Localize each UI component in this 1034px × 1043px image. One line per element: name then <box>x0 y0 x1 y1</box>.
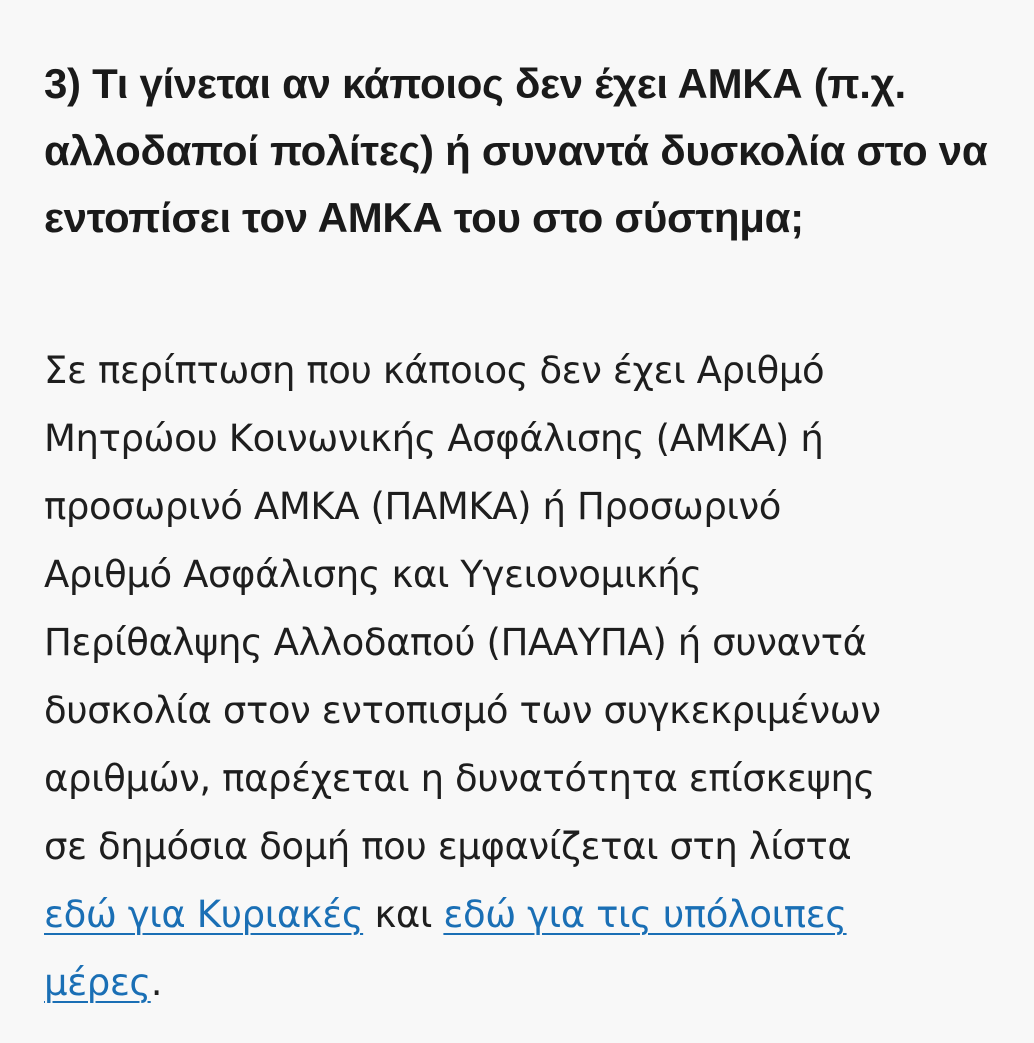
faq-answer-paragraph <box>44 337 1034 1017</box>
question-line: αλλοδαποί πολίτες) ή συναντά δυσκολία στο να <box>44 127 988 174</box>
answer-line: Περίθαλψης Αλλοδαπού (ΠΑΑΥΠΑ) ή συναντά <box>44 621 867 664</box>
answer-line: Αριθμό Ασφάλισης και Υγειονομικής <box>44 553 702 596</box>
question-line: εντοπίσει τον ΑΜΚΑ του στο σύστημα; <box>44 194 804 241</box>
question-line: 3) Τι γίνεται αν κάποιος δεν έχει ΑΜΚΑ (π.χ. <box>44 60 906 107</box>
answer-line-end <box>44 949 1034 1017</box>
link-sundays[interactable]: εδώ για Κυριακές <box>44 893 364 936</box>
answer-line: δυσκολία στον εντοπισμό των συγκεκριμένων <box>44 689 881 732</box>
answer-line: Σε περίπτωση που κάποιος δεν έχει Αριθμό <box>44 349 825 392</box>
answer-line: σε δημόσια δομή που εμφανίζεται στη λίστα <box>44 825 852 868</box>
faq-question-heading <box>44 50 1034 251</box>
trailing-period: . <box>150 961 163 1004</box>
link-other-days-continued[interactable]: μέρες <box>44 961 151 1004</box>
answer-line-links <box>44 881 1034 949</box>
answer-line: αριθμών, παρέχεται η δυνατότητα επίσκεψης <box>44 757 875 800</box>
answer-line: Μητρώου Κοινωνικής Ασφάλισης (ΑΜΚΑ) ή <box>44 417 824 460</box>
answer-line: προσωρινό ΑΜΚΑ (ΠΑΜΚΑ) ή Προσωρινό <box>44 485 782 528</box>
connector-text: και <box>363 893 444 936</box>
link-other-days[interactable]: εδώ για τις υπόλοιπες <box>443 893 847 936</box>
